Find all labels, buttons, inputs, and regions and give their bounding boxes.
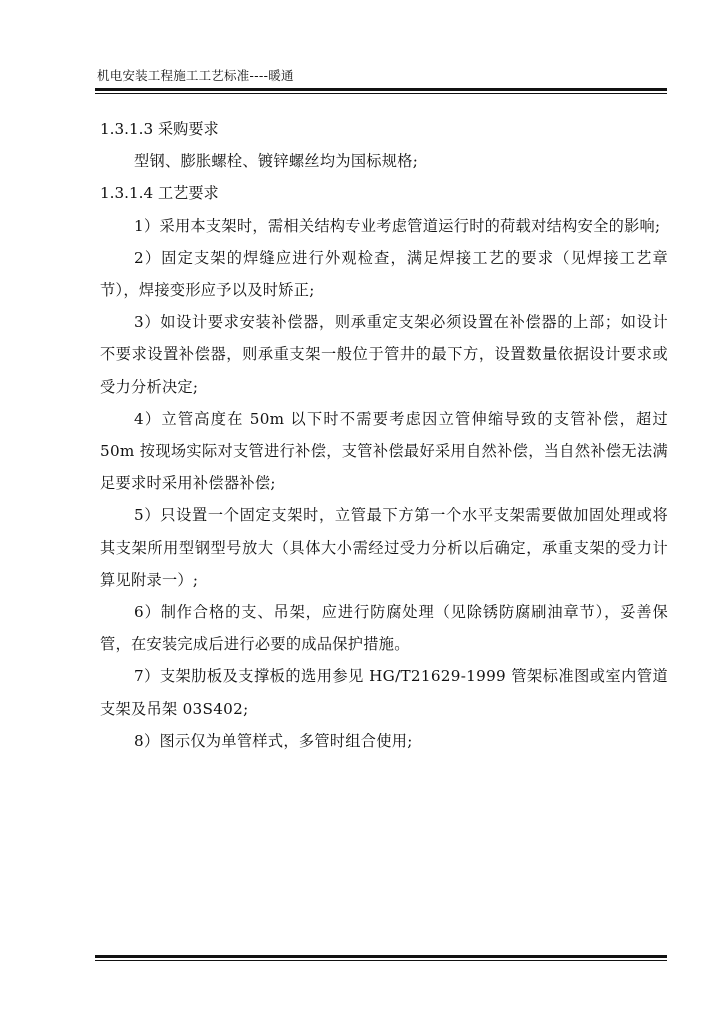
paragraph: 8）图示仅为单管样式，多管时组合使用; [134,731,413,750]
header-rule-thin [95,93,667,94]
paragraph: 5）只设置一个固定支架时，立管最下方第一个水平支架需要做加固处理或将其支架所用型钢型号放大（具体大小需经过受力分析以后确定，承重支架的受力计算见附录一）; [100,506,668,589]
paragraph: 2）固定支架的焊缝应进行外观检查，满足焊接工艺的要求（见焊接工艺章节），焊接变形应予以及时矫正; [100,248,668,300]
paragraph: 型钢、膨胀螺栓、镀锌螺丝均为国标规格; [134,152,419,171]
paragraph: 6）制作合格的支、吊架，应进行防腐处理（见除锈防腐刷油章节），妥善保管，在安装完成后进行必要的成品保护措施。 [100,603,668,654]
document-body [100,113,668,757]
footer-rule-thin [95,960,667,961]
footer-rule [95,955,667,958]
paragraph: 4）立管高度在 50m 以下时不需要考虑因立管伸缩导致的支管补偿，超过 50m 按现场实际对支管进行补偿，支管补偿最好采用自然补偿，当自然补偿无法满足要求时采用补偿器补偿; [100,409,668,493]
section-heading: 1.3.1.4 工艺要求 [100,184,219,203]
header-rule [95,88,667,91]
paragraph: 7）支架肋板及支撑板的选用参见 HG/T21629-1999 管架标准图或室内管道支架及吊架 03S402; [100,667,668,718]
paragraph: 3）如设计要求安装补偿器，则承重定支架必须设置在补偿器的上部；如设计不要求设置补偿器，则承重支架一般位于管井的最下方，设置数量依据设计要求或受力分析决定; [100,313,668,396]
paragraph: 1）采用本支架时，需相关结构专业考虑管道运行时的荷载对结构安全的影响; [134,216,661,235]
page-header-title: 机电安装工程施工工艺标准----暖通 [97,68,294,83]
section-heading: 1.3.1.3 采购要求 [100,120,219,138]
